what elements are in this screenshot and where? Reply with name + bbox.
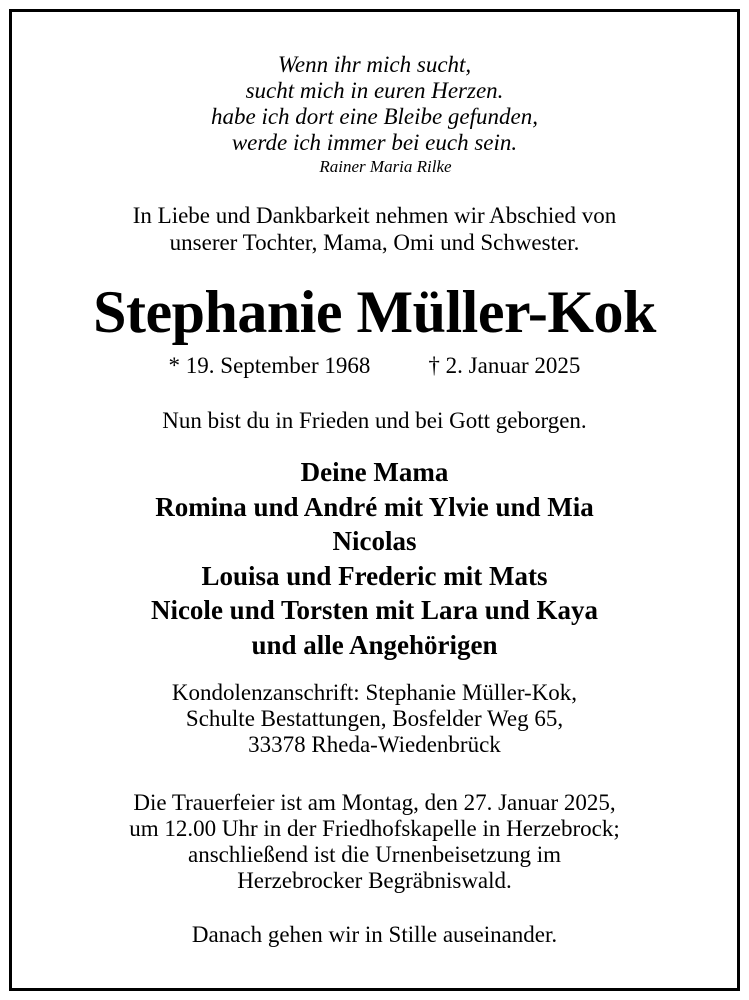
life-dates [12, 352, 737, 380]
verse-text: Nun bist du in Frieden und bei Gott geborgen. [162, 408, 587, 433]
poem-line: Wenn ihr mich sucht, [277, 52, 472, 77]
condolence-address [12, 680, 737, 758]
address-line: Schulte Bestattungen, Bosfelder Weg 65, [185, 706, 564, 731]
poem-line: werde ich immer bei euch sein. [231, 130, 518, 155]
mourner-line: Romina und André mit Ylvie und Mia [155, 491, 594, 522]
service-line: anschließend ist die Urnenbeisetzung im [187, 842, 561, 867]
mourners-list [12, 455, 737, 662]
mourner-line: und alle Angehörigen [251, 629, 498, 660]
service-line: um 12.00 Uhr in der Friedhofskapelle in Herzebrock; [129, 816, 620, 841]
mourner-line: Nicolas [332, 526, 417, 556]
death-date: † 2. Januar 2025 [428, 353, 581, 378]
mourner-line: Louisa und Frederic mit Mats [201, 560, 548, 591]
service-line: Die Trauerfeier ist am Montag, den 27. Januar 2025, [133, 790, 616, 815]
funeral-service-info [12, 790, 737, 894]
intro-line: In Liebe und Dankbarkeit nehmen wir Abschied von [132, 203, 617, 228]
poem-block [12, 52, 737, 156]
intro-line: unserer Tochter, Mama, Omi und Schwester. [169, 230, 580, 255]
address-line: Kondolenzanschrift: Stephanie Müller-Kok, [171, 680, 578, 705]
mourner-line: Nicole und Torsten mit Lara und Kaya [150, 595, 599, 625]
deceased-name: Stephanie Müller-Kok [93, 279, 656, 345]
obituary-notice [12, 12, 737, 988]
mourner-line: Deine Mama [300, 457, 449, 487]
poem-author: Rainer Maria Rilke [319, 157, 452, 176]
birth-date: * 19. September 1968 [168, 353, 371, 378]
poem-line: sucht mich in euren Herzen. [245, 78, 504, 103]
closing-text: Danach gehen wir in Stille auseinander. [191, 922, 558, 947]
address-line: 33378 Rheda-Wiedenbrück [248, 732, 501, 757]
intro-text [12, 202, 737, 256]
service-line: Herzebrocker Begräbniswald. [237, 868, 512, 893]
poem-line: habe ich dort eine Bleibe gefunden, [210, 104, 538, 129]
